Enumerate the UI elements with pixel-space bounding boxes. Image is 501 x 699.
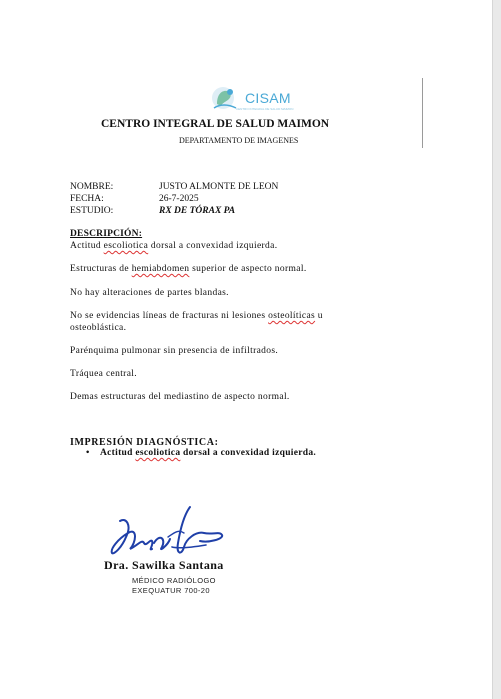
logo-subtext: CENTRO INTEGRAL DE SALUD MAIMON [236,107,294,111]
text-run: Actitud [70,241,104,251]
study-label: ESTUDIO: [70,206,114,216]
name-value: JUSTO ALMONTE DE LEON [159,182,279,192]
text-run: No se evidencias líneas de fracturas ni lesiones [70,311,269,321]
text-run: Actitud [100,448,136,458]
date-value: 26-7-2025 [159,194,199,204]
bullet-icon: • [86,448,90,458]
text-run: dorsal a convexidad izquierda. [148,241,278,251]
description-paragraph [70,310,375,334]
logo-wordmark: CISAM [245,90,291,106]
signatory-title: MÉDICO RADIÓLOGO [132,576,216,585]
impression-list-item [86,448,316,458]
department-name: DEPARTAMENTO DE IMAGENES [179,136,299,145]
impression-title: IMPRESIÓN DIAGNÓSTICA: [70,437,219,448]
text-run: superior de aspecto normal. [189,264,307,274]
name-label: NOMBRE: [70,182,114,192]
description-title: DESCRIPCIÓN: [70,229,143,239]
description-paragraph: Parénquima pulmonar sin presencia de infiltrados. [70,346,279,356]
page-margin-marker [422,78,423,148]
misspelled-word[interactable]: hemiabdomen [131,264,190,274]
misspelled-word[interactable]: escoliotica [103,241,149,251]
study-value: RX DE TÓRAX PA [159,206,236,216]
description-paragraph: Tráquea central. [70,369,137,379]
text-run: u osteoblástica. [70,311,323,333]
handwritten-signature [108,503,233,563]
organization-name: CENTRO INTEGRAL DE SALUD MAIMON [101,118,330,130]
signatory-name: Dra. Sawilka Santana [104,558,224,572]
description-paragraph: Demas estructuras del mediastino de aspecto normal. [70,392,290,402]
text-run: dorsal a convexidad izquierda. [180,448,317,458]
date-label: FECHA: [70,194,104,204]
misspelled-word[interactable]: escoliotica [135,448,181,458]
misspelled-word[interactable]: osteolíticas [268,311,316,321]
text-run: Estructuras de [70,264,132,274]
vertical-scrollbar[interactable] [492,0,501,699]
signatory-exequatur: EXEQUATUR 700-20 [132,586,210,595]
description-paragraph [70,263,375,275]
description-paragraph: No hay alteraciones de partes blandas. [70,288,229,298]
description-paragraph [70,240,375,252]
